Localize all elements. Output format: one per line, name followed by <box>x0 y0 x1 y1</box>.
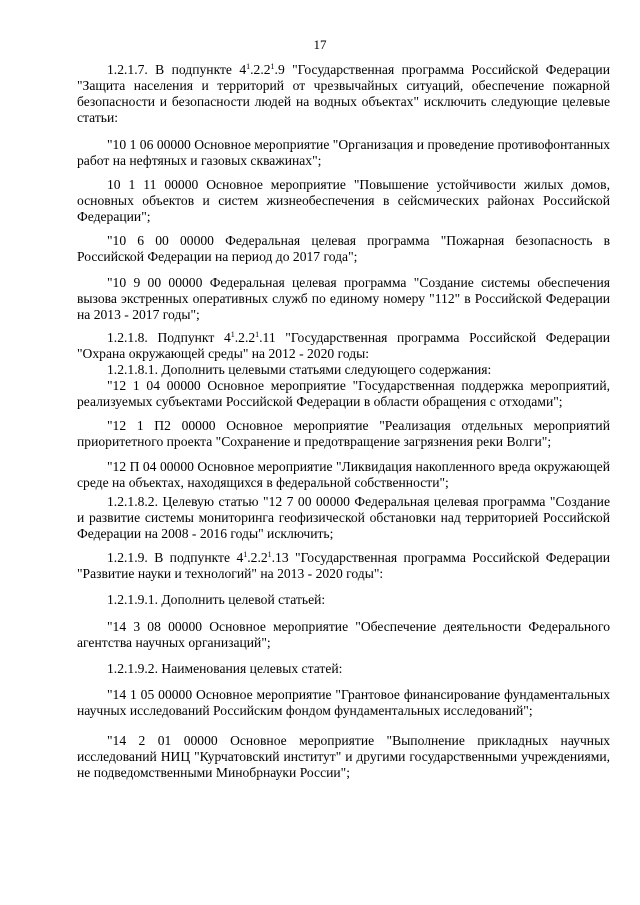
paragraph-p16 <box>77 687 610 719</box>
paragraph-p8 <box>77 378 610 410</box>
paragraph-p3 <box>77 177 610 225</box>
superscript: 1 <box>267 550 272 559</box>
paragraph-text: "12 1 П2 00000 Основное мероприятие "Реализация отдельных мероприятий приоритетного проекта "Сохранение и предотвращение загрязнения реки Волги"; <box>77 418 610 449</box>
superscript: 1 <box>270 62 275 71</box>
superscript: 1 <box>230 330 235 339</box>
paragraph-text: "14 1 05 00000 Основное мероприятие "Грантовое финансирование фундаментальных научных исследований Российским фондом фундаментальных исследований"; <box>77 687 610 718</box>
paragraph-p1 <box>77 62 610 126</box>
paragraph-text: "14 3 08 00000 Основное мероприятие "Обеспечение деятельности Федерального агентства научных организаций"; <box>77 619 610 650</box>
paragraph-text: "10 9 00 00000 Федеральная целевая программа "Создание системы обеспечения вызова экстренных оперативных служб по единому номеру "112" в Российской Федерации на 2013 - 2017 годы"; <box>77 275 610 322</box>
paragraph-p14 <box>77 619 610 651</box>
paragraph-text: 10 1 11 00000 Основное мероприятие "Повышение устойчивости жилых домов, основных объектов и систем жизнеобеспечения в сейсмических районах Российской Федерации"; <box>77 177 610 224</box>
superscript: 1 <box>243 550 248 559</box>
paragraph-text: 1.2.1.8.2. Целевую статью "12 7 00 00000 Федеральная целевая программа "Создание и развитие системы мониторинга геофизической обстановки над территорией Российской Федерации на 2008 - 2016 годы" исключить; <box>77 494 610 541</box>
paragraph-text: .13 "Государственная программа Российской Федерации "Развитие науки и технологий" на 2013 - 2020 годы": <box>77 550 610 581</box>
paragraph-text: 1.2.1.8.1. Дополнить целевыми статьями следующего содержания: <box>107 362 492 377</box>
paragraph-p6 <box>77 330 610 362</box>
paragraph-p17 <box>77 733 610 781</box>
paragraph-text: "12 П 04 00000 Основное мероприятие "Ликвидация накопленного вреда окружающей среде на объектах, находящихся в федеральной собственности"; <box>77 459 610 490</box>
paragraph-p2 <box>77 137 610 169</box>
paragraph-text: "10 1 06 00000 Основное мероприятие "Организация и проведение противофонтанных работ на нефтяных и газовых скважинах"; <box>77 137 610 168</box>
paragraph-p5 <box>77 275 610 323</box>
paragraph-text: 1.2.1.8. Подпункт 4 <box>107 330 231 345</box>
paragraph-text: 1.2.1.9. В подпункте 4 <box>107 550 244 565</box>
paragraph-text: "12 1 04 00000 Основное мероприятие "Государственная поддержка мероприятий, реализуемых субъектами Российской Федерации в области обращения с отходами"; <box>77 378 610 409</box>
paragraph-text: .11 "Государственная программа Российской Федерации "Охрана окружающей среды" на 2012 - 2020 годы: <box>77 330 610 361</box>
paragraph-p9 <box>77 418 610 450</box>
paragraph-p11 <box>77 494 610 542</box>
paragraph-p7 <box>77 362 610 378</box>
page-number: 17 <box>313 37 327 52</box>
paragraph-text: "14 2 01 00000 Основное мероприятие "Выполнение прикладных научных исследований НИЦ "Курчатовский институт" и другими государственными учреждениями, не подведомственными Минобрнауки России"; <box>77 733 610 780</box>
paragraph-p13 <box>77 592 610 608</box>
superscript: 1 <box>255 330 260 339</box>
superscript: 1 <box>246 62 251 71</box>
paragraph-text: .2.2 <box>247 550 268 565</box>
paragraph-p15 <box>77 661 610 677</box>
paragraph-text: .2.2 <box>234 330 256 345</box>
paragraph-text: .9 "Государственная программа Российской Федерации "Защита населения и территорий от чрезвычайных ситуаций, обеспечение пожарной безопасности и безопасности людей на водных объектах" исключить следующие целевые статьи: <box>77 62 610 125</box>
paragraph-p12 <box>77 550 610 582</box>
paragraph-text: 1.2.1.7. В подпункте 4 <box>107 62 247 77</box>
paragraph-text: 1.2.1.9.1. Дополнить целевой статьей: <box>107 592 326 607</box>
paragraph-text: "10 6 00 00000 Федеральная целевая программа "Пожарная безопасность в Российской Федерации на период до 2017 года"; <box>77 233 610 264</box>
paragraph-text: .2.2 <box>250 62 271 77</box>
paragraph-text: 1.2.1.9.2. Наименования целевых статей: <box>107 661 343 676</box>
document-body <box>77 62 610 781</box>
paragraph-p10 <box>77 459 610 491</box>
paragraph-p4 <box>77 233 610 265</box>
